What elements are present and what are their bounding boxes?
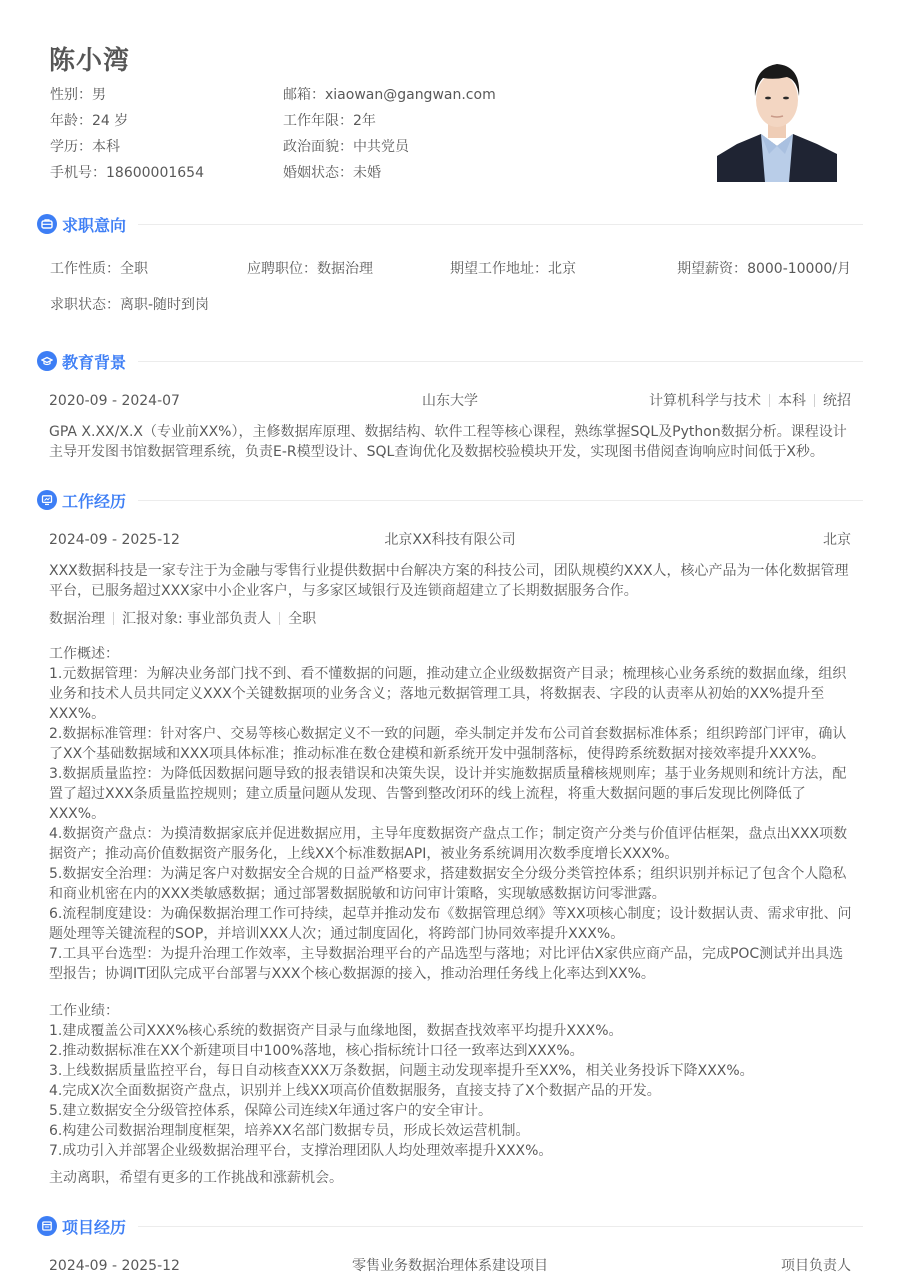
major: 计算机科学与技术: [649, 393, 761, 409]
field-label: 期望工作地址：: [450, 261, 548, 277]
marital-status-field: [283, 162, 381, 184]
field-label: 工作年限：: [283, 113, 353, 129]
education-period: 2020-09 - 2024-07: [49, 393, 180, 409]
separator: [814, 394, 815, 407]
portrait-image: [717, 50, 837, 182]
section-title: 求职意向: [62, 215, 127, 235]
candidate-name: 陈小湾: [49, 46, 131, 76]
project-role: 项目负责人: [781, 1258, 851, 1274]
achievement-item: 4.完成X次全面数据资产盘点，识别并上线XX项高价值数据服务，直接支持了X个数据产品的开发。: [49, 1083, 661, 1099]
gender-field: [50, 84, 106, 106]
field-value: 未婚: [353, 165, 381, 181]
field-value: 本科: [92, 139, 120, 155]
education-row: [49, 390, 851, 412]
achievements-title: 工作业绩：: [49, 1003, 119, 1019]
separator: [113, 612, 114, 625]
field-label: 邮箱：: [283, 87, 325, 103]
field-label: 手机号：: [50, 165, 106, 181]
separator: [769, 394, 770, 407]
field-label: 年龄：: [50, 113, 92, 129]
achievement-item: 1.建成覆盖公司XXX%核心系统的数据资产目录与血缘地图，数据查找效率平均提升XXX%。: [49, 1023, 623, 1039]
section-header-education: [37, 349, 863, 373]
political-status-field: [283, 136, 409, 158]
field-value: 24 岁: [92, 113, 129, 129]
field-value: 2年: [353, 113, 376, 129]
field-label: 期望薪资：: [677, 261, 748, 277]
education-meta: [649, 390, 851, 412]
tag-department: 数据治理: [49, 611, 105, 627]
achievement-item: 5.建立数据安全分级管控体系，保障公司连续X年通过客户的安全审计。: [49, 1103, 492, 1119]
work-years-field: [283, 110, 376, 132]
field-value: xiaowan@gangwan.com: [325, 87, 496, 103]
summary-item: 6.流程制度建设：为确保数据治理工作可持续，起草并推动发布《数据管理总纲》等XX项核心制度；设计数据认责、需求审批、问题处理等关键流程的SOP，并培训XXX人次；通过制度固化，将跨部门协同效率提升XXX%。: [49, 906, 852, 942]
field-label: 应聘职位：: [247, 261, 317, 277]
summary-item: 5.数据安全治理：为满足客户对数据安全合规的日益严格要求，搭建数据安全分级分类管控体系；组织识别并标记了包含个人隐私和商业机密在内的XXX类敏感数据；通过部署数据脱敏和访问审计策略，实现敏感数据访问零泄露。: [49, 866, 847, 902]
field-label: 求职状态：: [50, 297, 120, 313]
briefcase-icon: [37, 214, 57, 234]
section-divider: [138, 500, 863, 501]
summary-item: 4.数据资产盘点：为摸清数据家底并促进数据应用，主导年度数据资产盘点工作；制定资产分类与价值评估框架，盘点出XXX项数据资产；推动高价值数据资产服务化，上线XX个标准数据API，被业务系统调用次数季度增长XXX%。: [49, 826, 848, 862]
work-row: [49, 529, 851, 551]
section-title: 项目经历: [62, 1217, 127, 1237]
work-achievements: [49, 1001, 855, 1161]
job-type: [50, 258, 148, 280]
company-name: 北京XX科技有限公司: [384, 532, 516, 548]
section-title: 教育背景: [62, 352, 127, 372]
summary-item: 2.数据标准管理：针对客户、交易等核心数据定义不一致的问题，牵头制定并发布公司首套数据标准体系；组织跨部门评审，确认了XX个基础数据域和XXX项具体标准；推动标准在数仓建模和新系统开发中强制落标，使得跨系统数据对接效率提升XXX%。: [49, 726, 847, 762]
applied-position: [247, 258, 373, 280]
field-value: 数据治理: [317, 261, 373, 277]
job-status: [50, 294, 209, 316]
profile-photo: [717, 50, 837, 182]
section-header-work: [37, 488, 863, 512]
field-label: 婚姻状态：: [283, 165, 353, 181]
field-value: 全职: [120, 261, 148, 277]
summary-item: 1.元数据管理：为解决业务部门找不到、看不懂数据的问题，推动建立企业级数据资产目录；梳理核心业务系统的数据血缘，组织业务和技术人员共同定义XXX个关键数据项的业务含义；落地元数据管理工具，将数据表、字段的认责率从初始的XX%提升至XXX%。: [49, 666, 847, 722]
field-value: 离职-随时到岗: [120, 297, 210, 313]
education-description: GPA X.XX/X.X（专业前XX%），主修数据库原理、数据结构、软件工程等核心课程，熟练掌握SQL及Python数据分析。课程设计主导开发图书馆数据管理系统，负责E-R模型设计、SQL查询优化及数据校验模块开发，实现图书借阅查询响应时间低于X秒。: [49, 424, 847, 460]
work-tags: [49, 609, 855, 629]
field-label: 性别：: [50, 87, 92, 103]
education-field: [50, 136, 120, 158]
field-value: 8000-10000/月: [747, 261, 851, 277]
school-name: 山东大学: [422, 393, 478, 409]
summary-title: 工作概述：: [49, 646, 119, 662]
summary-item: 3.数据质量监控：为降低因数据问题导致的报表错误和决策失误，设计并实施数据质量稽核规则库；基于业务规则和统计方法，配置了超过XXX条质量监控规则；建立质量问题从发现、告警到整改闭环的线上流程，将重大数据问题的事后发现比例降低了XXX%。: [49, 766, 847, 822]
section-header-project: [37, 1214, 863, 1238]
field-value: 男: [92, 87, 106, 103]
field-value: 18600001654: [106, 165, 204, 181]
section-divider: [138, 224, 863, 225]
email-field: [283, 84, 496, 106]
project-row: [49, 1255, 851, 1275]
work-period: 2024-09 - 2025-12: [49, 532, 180, 548]
achievement-item: 7.成功引入并部署企业级数据治理平台，支撑治理团队人均处理效率提升XXX%。: [49, 1143, 553, 1159]
field-value: 北京: [548, 261, 576, 277]
enrollment-type: 统招: [823, 393, 851, 409]
expected-salary: [677, 258, 851, 280]
monitor-icon: [37, 490, 57, 510]
graduation-cap-icon: [37, 351, 57, 371]
field-label: 政治面貌：: [283, 139, 353, 155]
field-label: 工作性质：: [50, 261, 120, 277]
company-description: XXX数据科技是一家专注于为金融与零售行业提供数据中台解决方案的科技公司，团队规模约XXX人，核心产品为一体化数据管理平台，已服务超过XXX家中小企业客户，与多家区域银行及连锁商超建立了长期数据服务合作。: [49, 563, 849, 599]
section-title: 工作经历: [62, 491, 127, 511]
section-divider: [138, 1226, 863, 1227]
expected-location: [450, 258, 576, 280]
section-divider: [138, 361, 863, 362]
project-period: 2024-09 - 2025-12: [49, 1258, 180, 1274]
intent-row-2: [49, 294, 851, 316]
achievement-item: 6.构建公司数据治理制度框架，培养XX名部门数据专员，形成长效运营机制。: [49, 1123, 530, 1139]
section-header-intent: [37, 212, 863, 236]
phone-field: [50, 162, 204, 184]
field-label: 学历：: [50, 139, 92, 155]
achievement-item: 2.推动数据标准在XX个新建项目中100%落地，核心指标统计口径一致率达到XXX%。: [49, 1043, 584, 1059]
tag-report-to: 汇报对象: 事业部负责人: [122, 611, 272, 627]
achievement-item: 3.上线数据质量监控平台，每日自动核查XXX万条数据，问题主动发现率提升至XX%，相关业务投诉下降XXX%。: [49, 1063, 754, 1079]
intent-row-1: [49, 258, 851, 280]
summary-item: 7.工具平台选型：为提升治理工作效率，主导数据治理平台的产品选型与落地；对比评估X家供应商产品，完成POC测试并出具选型报告；协调IT团队完成平台部署与XXX个核心数据源的接入，推动治理任务线上化率达到XX%。: [49, 946, 844, 982]
tag-employment-type: 全职: [288, 611, 317, 627]
work-summary: [49, 644, 855, 984]
separator: [279, 612, 280, 625]
leave-reason: 主动离职，希望有更多的工作挑战和涨薪机会。: [49, 1170, 343, 1186]
work-city: 北京: [823, 532, 851, 548]
field-value: 中共党员: [353, 139, 409, 155]
project-name: 零售业务数据治理体系建设项目: [352, 1258, 548, 1274]
age-field: [50, 110, 128, 132]
degree: 本科: [778, 393, 806, 409]
window-icon: [37, 1216, 57, 1236]
